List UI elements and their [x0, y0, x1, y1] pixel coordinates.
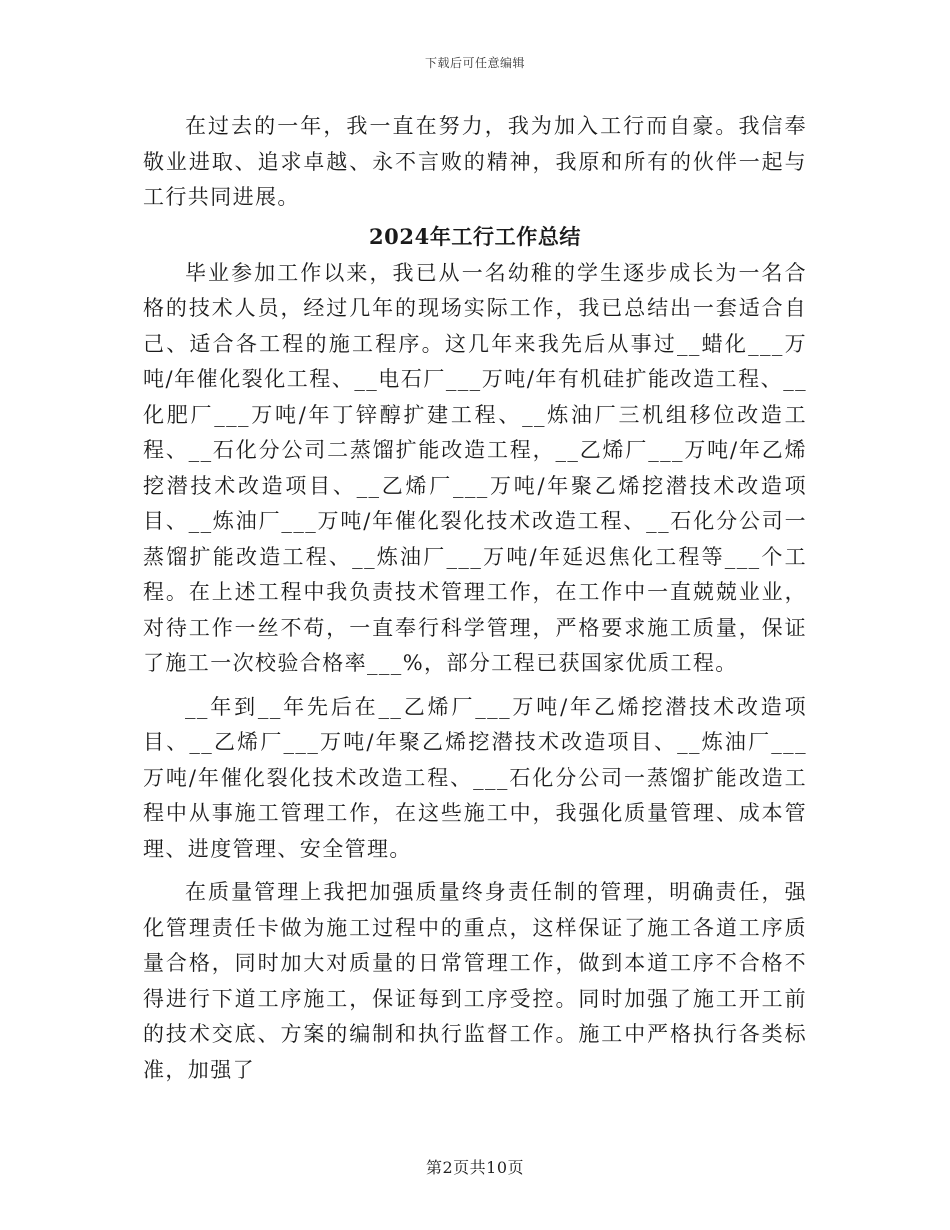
document-body — [143, 109, 807, 1088]
body-paragraph-2: __年到__年先后在__乙烯厂___万吨/年乙烯挖潜技术改造项目、__乙烯厂___万吨/年聚乙烯挖潜技术改造项目、__炼油厂___万吨/年催化裂化技术改造工程、___石化分公司一蒸馏扩能改造工程中从事施工管理工作，在这些施工中，我强化质量管理、成本管理、进度管理、安全管理。 — [143, 694, 807, 861]
body-paragraph-3: 在质量管理上我把加强质量终身责任制的管理，明确责任，强化管理责任卡做为施工过程中的重点，这样保证了施工各道工序质量合格，同时加大对质量的日常管理工作，做到本道工序不合格不得进行下道工序施工，保证每到工序受控。同时加强了施工开工前的技术交底、方案的编制和执行监督工作。施工中严格执行各类标准，加强了 — [143, 880, 807, 1082]
intro-paragraph: 在过去的一年，我一直在努力，我为加入工行而自豪。我信奉敬业进取、追求卓越、永不言败的精神，我原和所有的伙伴一起与工行共同进展。 — [143, 114, 807, 209]
document-title: 2024年工行工作总结 — [368, 223, 582, 249]
page-header-note: 下载后可任意编辑 — [424, 56, 525, 70]
body-paragraph-1: 毕业参加工作以来，我已从一名幼稚的学生逐步成长为一名合格的技术人员，经过几年的现场实际工作，我已总结出一套适合自己、适合各工程的施工程序。这几年来我先后从事过__蜡化___万吨/年催化裂化工程、__电石厂___万吨/年有机硅扩能改造工程、__化肥厂___万吨/年丁锌醇扩建工程、__炼油厂三机组移位改造工程、__石化分公司二蒸馏扩能改造工程，__乙烯厂___万吨/年乙烯挖潜技术改造项目、__乙烯厂___万吨/年聚乙烯挖潜技术改造项目、__炼油厂___万吨/年催化裂化技术改造工程、__石化分公司一蒸馏扩能改造工程、__炼油厂___万吨/年延迟焦化工程等___个工程。在上述工程中我负责技术管理工作，在工作中一直兢兢业业，对待工作一丝不苟，一直奉行科学管理，严格要求施工质量，保证了施工一次校验合格率___%，部分工程已获国家优质工程。 — [143, 260, 807, 675]
page-number-footer: 第2页共10页 — [425, 1158, 525, 1177]
